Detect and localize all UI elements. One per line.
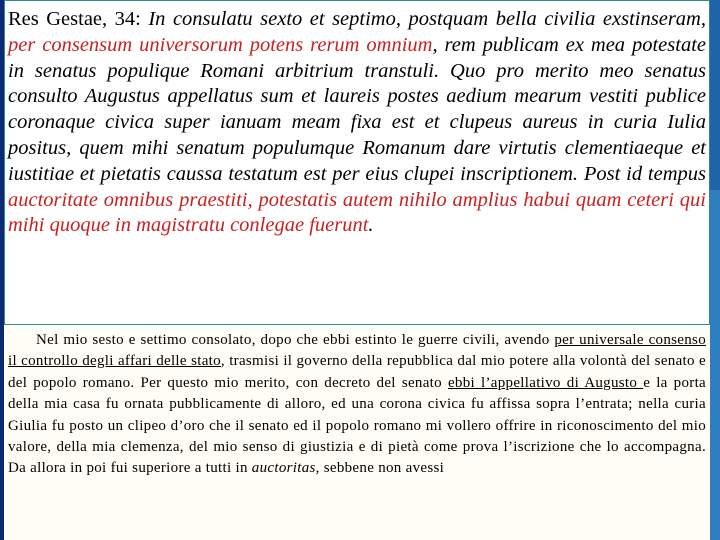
right-edge-bar: [710, 0, 720, 190]
latin-text-1: In consulatu sexto et septimo, postquam bella civilia exstinseram,: [148, 8, 706, 30]
italian-text-4: , sebbene non avessi: [315, 460, 445, 477]
italian-text-1: Nel mio sesto e settimo consolato, dopo che ebbi estinto le guerre civili, avendo: [36, 332, 555, 348]
italian-translation: [8, 330, 706, 480]
italian-text-3: e la porta della mia casa fu ornata pubblicamente di alloro, ed una corona civica fu affissa sopra l’entrata; nella curia Giulia fu posto un clipeo d’oro che il senato ed il popolo romano mi vollero offrire in riconoscimento del mio valore, della mia clemenza, del mio senso di giustizia e di pietà come prova l’iscrizione che lo accompagna. Da allora in poi fui superiore a tutti in: [8, 374, 706, 477]
italian-underline-1: per universale consenso il controllo degli affari delle stato: [8, 332, 706, 370]
latin-passage: [8, 7, 706, 239]
italian-italic-term: auctoritas: [251, 460, 316, 477]
italian-underline-2: ebbi l’appellativo di Augusto: [447, 374, 644, 391]
italian-text-2: , trasmisi il governo della repubblica dal mio potere alla volontà del senato e del popolo romano. Per questo mio merito, con decreto del senato: [8, 353, 706, 391]
latin-highlight-1: per consensum universorum potens rerum omnium: [8, 33, 433, 56]
source-reference: Res Gestae, 34:: [8, 8, 149, 30]
latin-text-3: .: [368, 214, 374, 237]
latin-highlight-2: auctoritate omnibus praestiti, potestatis autem nihilo amplius habui quam ceteri qui mihi quoque in magistratu conlegae fuerunt: [8, 188, 706, 237]
right-edge-bar-lower: [710, 190, 720, 540]
latin-text-2: , rem publicam ex mea potestate in senatus populique Romani arbitrium transtuli. Quo pro merito meo senatus consulto Augustus appellatus sum et laureis postes aedium mearum vestiti publice coronaque civica super ianuam meam fixa est et clupeus aureus in curia Iulia positus, quem mihi senatum populumque Romanum dare virtutis clementiaeque et iustitiae et pietatis caussa testatum est per eius clupei inscriptionem. Post id tempus: [8, 33, 706, 185]
